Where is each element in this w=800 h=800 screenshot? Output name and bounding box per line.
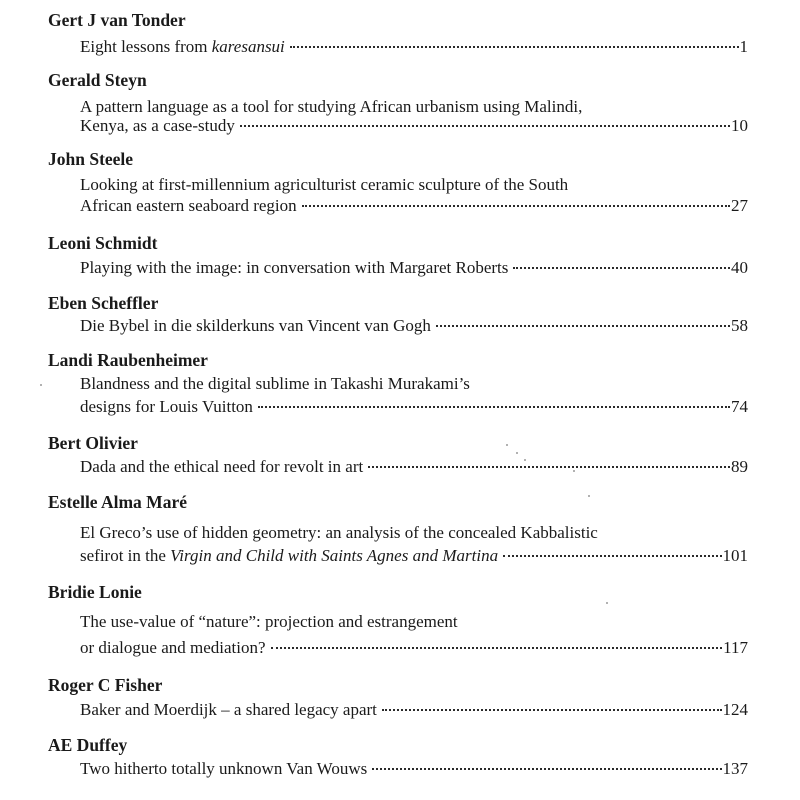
- title-italic-text: Virgin and Child with Saints Agnes and Martina: [170, 546, 499, 565]
- dot-leader: [368, 466, 730, 468]
- scan-speck: [606, 602, 608, 604]
- page-number: 117: [723, 638, 748, 657]
- title-text: Dada and the ethical need for revolt in art: [80, 457, 364, 476]
- scan-speck: [506, 444, 508, 446]
- article-title: The use-value of “nature”: projection and estrangement: [80, 612, 458, 631]
- page-number: 40: [731, 258, 748, 277]
- scan-speck: [588, 495, 590, 497]
- author-name: Gert J van Tonder: [48, 10, 186, 30]
- author-name: AE Duffey: [48, 735, 128, 755]
- article-title: [80, 196, 748, 216]
- article-title: [80, 759, 748, 779]
- dot-leader: [240, 125, 730, 127]
- article-title: A pattern language as a tool for studying African urbanism using Malindi,: [80, 97, 583, 116]
- author-name: Estelle Alma Maré: [48, 492, 187, 512]
- dot-leader: [258, 406, 730, 408]
- author-name: Roger C Fisher: [48, 675, 163, 695]
- article-title: [80, 700, 748, 720]
- article-title: [80, 258, 748, 278]
- scan-speck: [516, 452, 518, 454]
- article-title: [80, 37, 748, 57]
- article-title: [80, 316, 748, 336]
- scan-speck: [40, 384, 42, 386]
- page-number: 27: [731, 196, 748, 215]
- title-text: designs for Louis Vuitton: [80, 397, 253, 416]
- author-name: Gerald Steyn: [48, 70, 147, 90]
- article-title: [80, 457, 748, 477]
- dot-leader: [372, 768, 721, 770]
- title-text: Baker and Moerdijk – a shared legacy apart: [80, 700, 377, 719]
- title-text: sefirot in the: [80, 546, 171, 565]
- article-title: [80, 116, 748, 136]
- article-title: [80, 397, 748, 417]
- title-text: Eight lessons from: [80, 37, 212, 56]
- title-text: or dialogue and mediation?: [80, 638, 266, 657]
- page-number: 101: [722, 546, 748, 565]
- dot-leader: [302, 205, 730, 207]
- author-name: Eben Scheffler: [48, 293, 159, 313]
- page-number: 10: [731, 116, 748, 135]
- page-number: 58: [731, 316, 748, 335]
- article-title: [80, 638, 748, 658]
- author-name: Landi Raubenheimer: [48, 350, 208, 370]
- dot-leader: [503, 555, 721, 557]
- article-title: Blandness and the digital sublime in Takashi Murakami’s: [80, 374, 470, 393]
- author-name: John Steele: [48, 149, 134, 169]
- title-text: Two hitherto totally unknown Van Wouws: [80, 759, 368, 778]
- dot-leader: [513, 267, 730, 269]
- dot-leader: [290, 46, 739, 48]
- title-text: African eastern seaboard region: [80, 196, 297, 215]
- scan-speck: [524, 459, 526, 461]
- dot-leader: [382, 709, 722, 711]
- dot-leader: [271, 647, 723, 649]
- page-number: 74: [731, 397, 748, 416]
- page-number: 137: [722, 759, 748, 778]
- dot-leader: [436, 325, 730, 327]
- page-number: 89: [731, 457, 748, 476]
- title-text: Kenya, as a case-study: [80, 116, 235, 135]
- author-name: Bert Olivier: [48, 433, 138, 453]
- scan-speck: [573, 470, 575, 472]
- article-title: Looking at first-millennium agriculturist ceramic sculpture of the South: [80, 175, 569, 194]
- author-name: Leoni Schmidt: [48, 233, 158, 253]
- page-number: 1: [739, 37, 748, 56]
- title-text: Die Bybel in die skilderkuns van Vincent van Gogh: [80, 316, 431, 335]
- title-text: Playing with the image: in conversation with Margaret Roberts: [80, 258, 509, 277]
- author-name: Bridie Lonie: [48, 582, 142, 602]
- article-title: [80, 546, 748, 566]
- title-italic-text: karesansui: [211, 37, 285, 56]
- page-number: 124: [722, 700, 748, 719]
- article-title: El Greco’s use of hidden geometry: an analysis of the concealed Kabbalistic: [80, 523, 598, 542]
